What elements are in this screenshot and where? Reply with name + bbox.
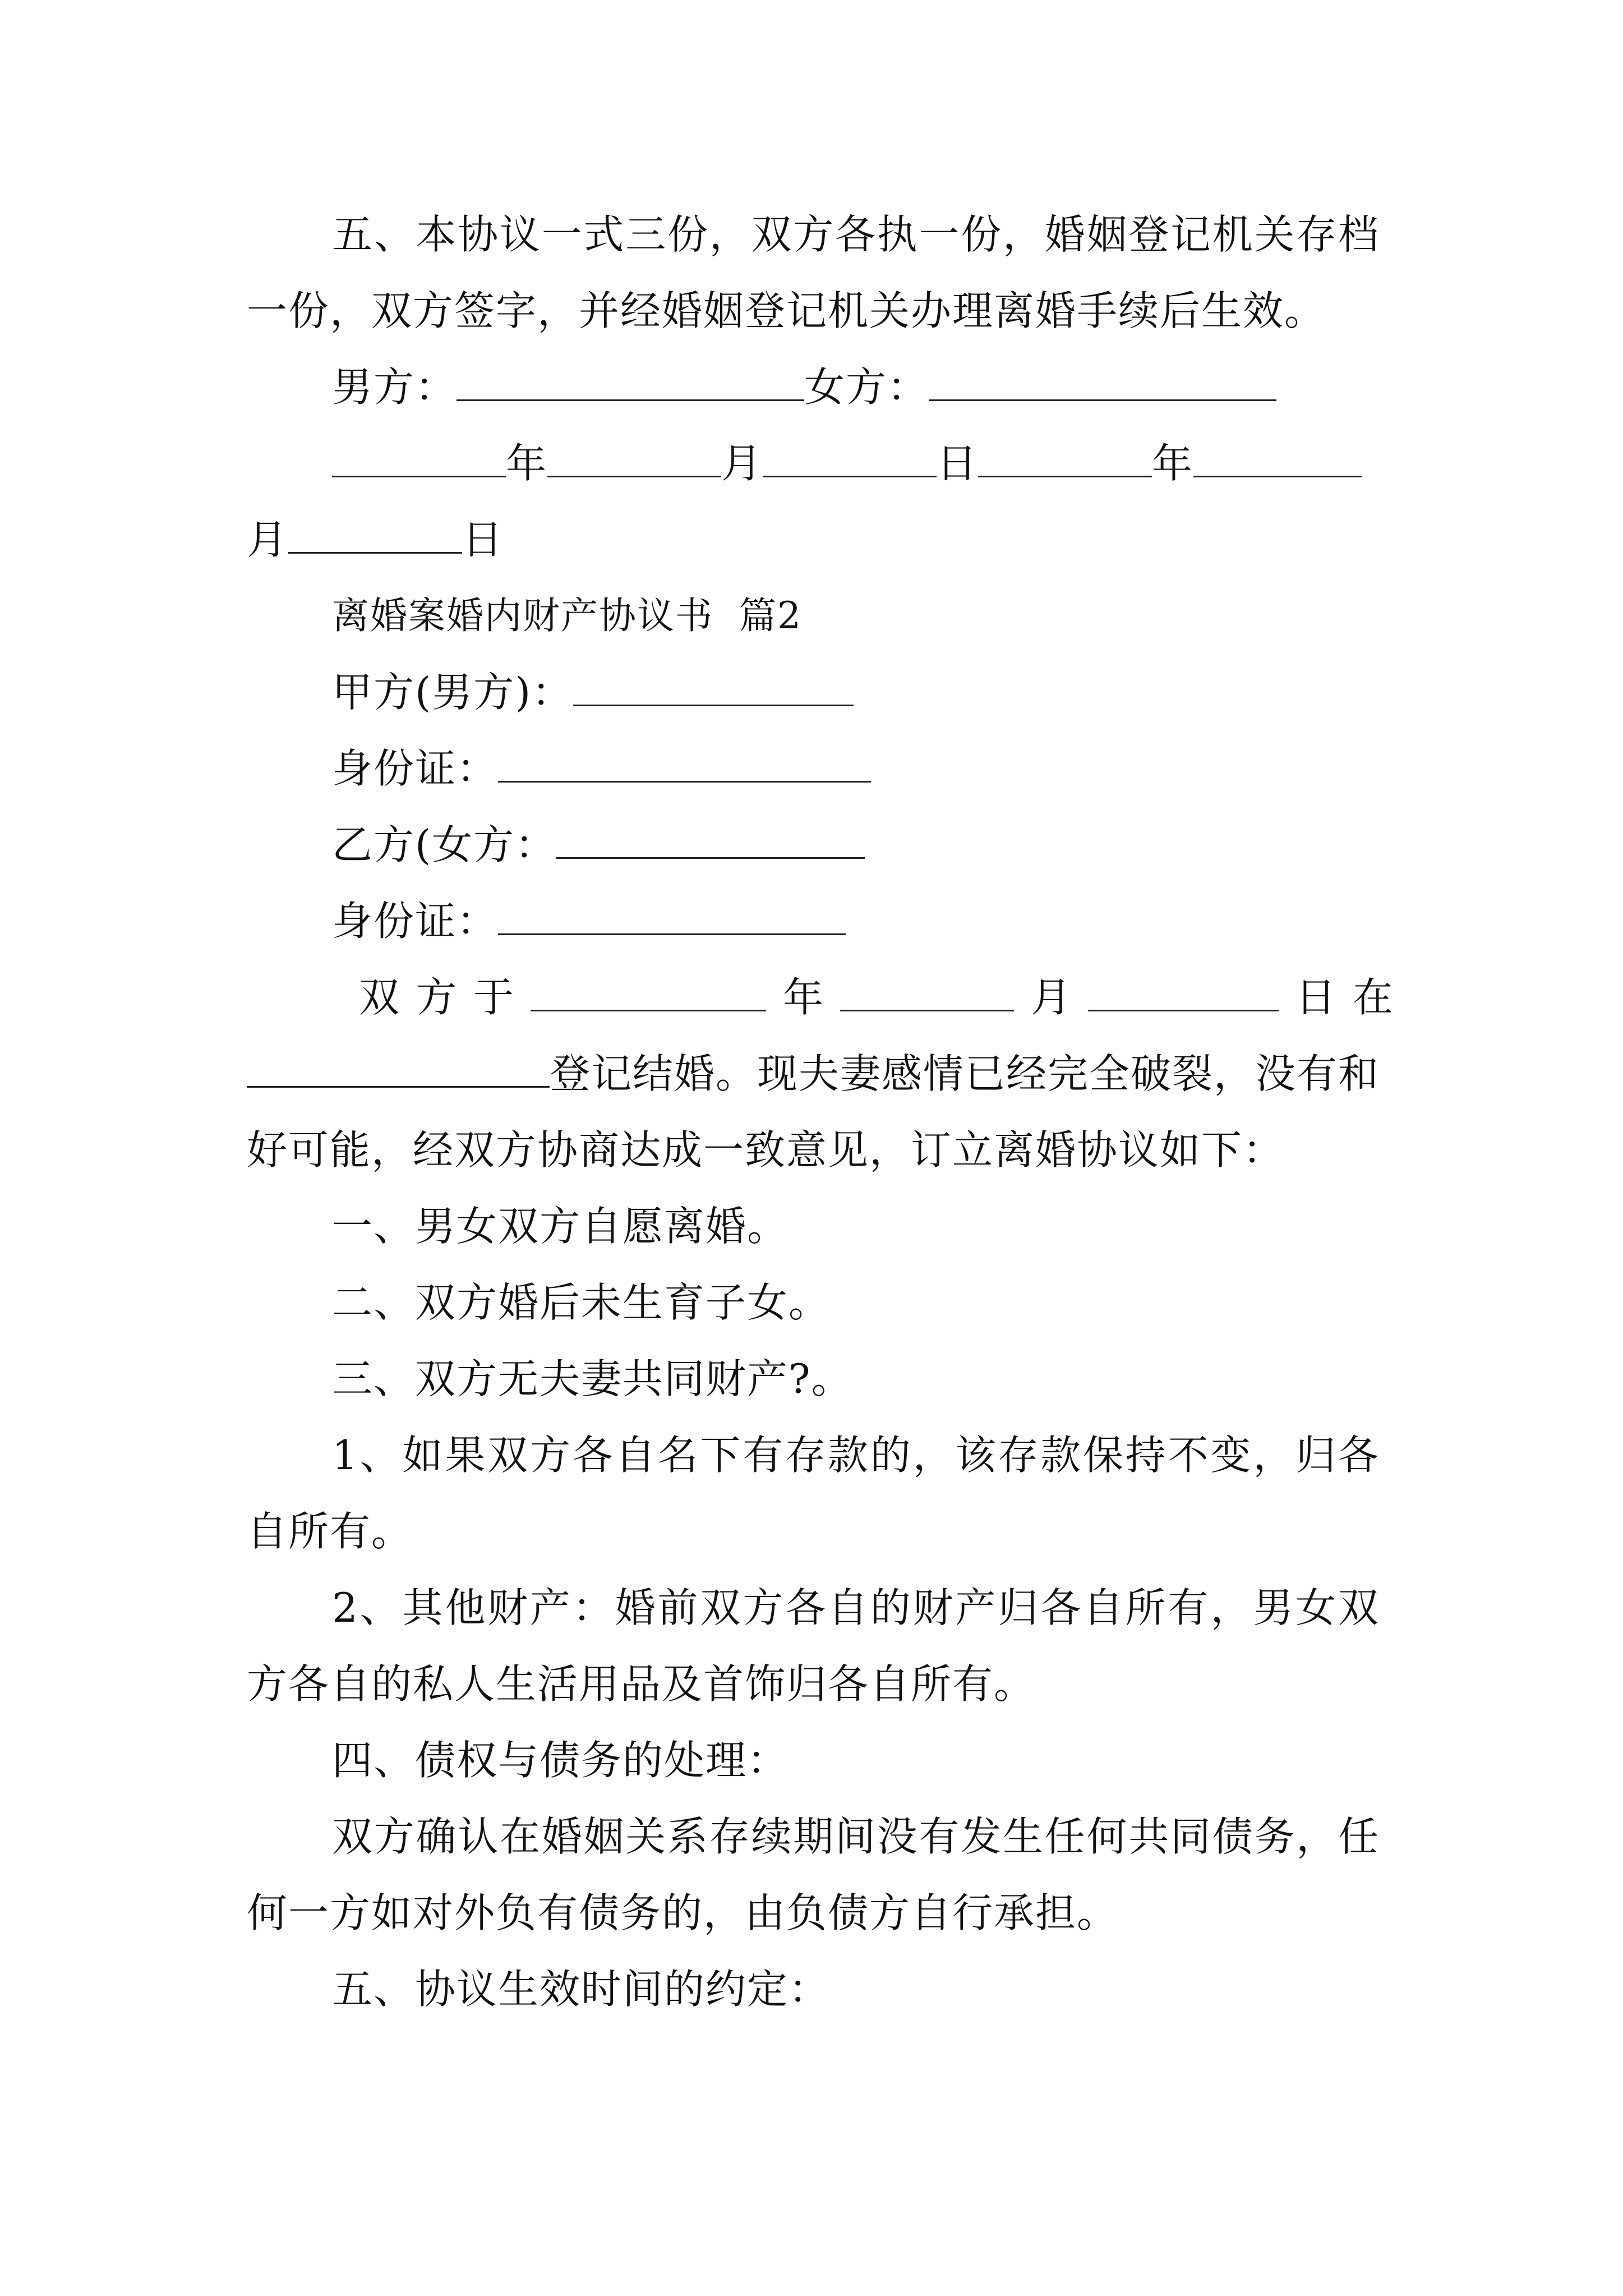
party-a-line (247, 654, 1380, 730)
id-b-line (247, 883, 1380, 959)
date-blank[interactable] (288, 517, 462, 554)
date-day-label: 日 (462, 516, 504, 563)
date-blank[interactable] (978, 441, 1152, 477)
id-a-label: 身份证： (332, 745, 499, 792)
party-b-line (247, 807, 1380, 883)
date-day-label: 日 (937, 440, 979, 487)
date-month-label: 月 (247, 516, 289, 563)
marriage-continuation: 登记结婚。现夫妻感情已经完全破裂，没有和好可能，经双方协商达成一致意见，订立离婚协议如下： (247, 1050, 1380, 1174)
date-line-2 (247, 501, 1380, 578)
female-signature-label: 女方： (804, 364, 929, 411)
marriage-month-label: 月 (1031, 974, 1089, 1021)
clause-three-item-2: 2、其他财产：婚前双方各自的财产归各自所有，男女双方各自的私人生活用品及首饰归各自所有。 (247, 1584, 1380, 1708)
id-b-blank[interactable] (498, 899, 846, 935)
clause-one: 一、男女双方自愿离婚。 (332, 1203, 789, 1250)
marriage-date-line (247, 959, 1410, 1036)
clause-two: 二、双方婚后未生育子女。 (332, 1279, 831, 1326)
party-b-label: 乙方(女方： (332, 821, 557, 868)
date-blank[interactable] (763, 441, 937, 477)
male-signature-label: 男方： (332, 364, 457, 411)
marriage-place-blank[interactable] (247, 1051, 550, 1088)
marriage-month-blank[interactable] (840, 975, 1014, 1011)
clause-four: 四、债权与债务的处理： (332, 1737, 789, 1784)
male-signature-blank[interactable] (457, 365, 804, 401)
date-blank[interactable] (332, 441, 506, 477)
marriage-day-blank[interactable] (1088, 975, 1279, 1011)
clause-three: 三、双方无夫妻共同财产?。 (332, 1355, 853, 1402)
marriage-year-blank[interactable] (531, 975, 766, 1011)
party-a-blank[interactable] (573, 670, 854, 706)
date-year-label: 年 (506, 440, 548, 487)
clause-five-copies: 五、本协议一式三份，双方各执一份，婚姻登记机关存档一份，双方签字，并经婚姻登记机关办理离婚手续后生效。 (247, 211, 1380, 334)
section-heading: 离婚案婚内财产协议书 篇2 (332, 594, 802, 637)
clause-three-item-1: 1、如果双方各自名下有存款的，该存款保持不变，归各自所有。 (247, 1432, 1380, 1555)
female-signature-blank[interactable] (929, 365, 1276, 401)
date-blank[interactable] (547, 441, 721, 477)
document-page (247, 196, 1410, 2027)
party-b-blank[interactable] (556, 822, 865, 859)
id-a-line (247, 730, 1380, 807)
marriage-day-at-label: 日在 (1295, 974, 1410, 1021)
signature-line (247, 349, 1380, 425)
marriage-continuation-wrap (247, 1036, 1380, 1188)
date-blank[interactable] (1193, 441, 1362, 477)
date-month-label: 月 (721, 440, 763, 487)
id-a-blank[interactable] (498, 746, 871, 783)
id-b-label: 身份证： (332, 898, 499, 945)
date-line-1 (247, 425, 1380, 501)
party-a-label: 甲方(男方)： (332, 669, 574, 716)
marriage-prefix: 双方于 (359, 974, 531, 1021)
clause-four-text: 双方确认在婚姻关系存续期间没有发生任何共同债务，任何一方如对外负有债务的，由负债方自行承担。 (247, 1813, 1380, 1936)
clause-five: 五、协议生效时间的约定： (332, 1966, 831, 2013)
date-year-label: 年 (1152, 440, 1194, 487)
marriage-year-label: 年 (783, 974, 841, 1021)
